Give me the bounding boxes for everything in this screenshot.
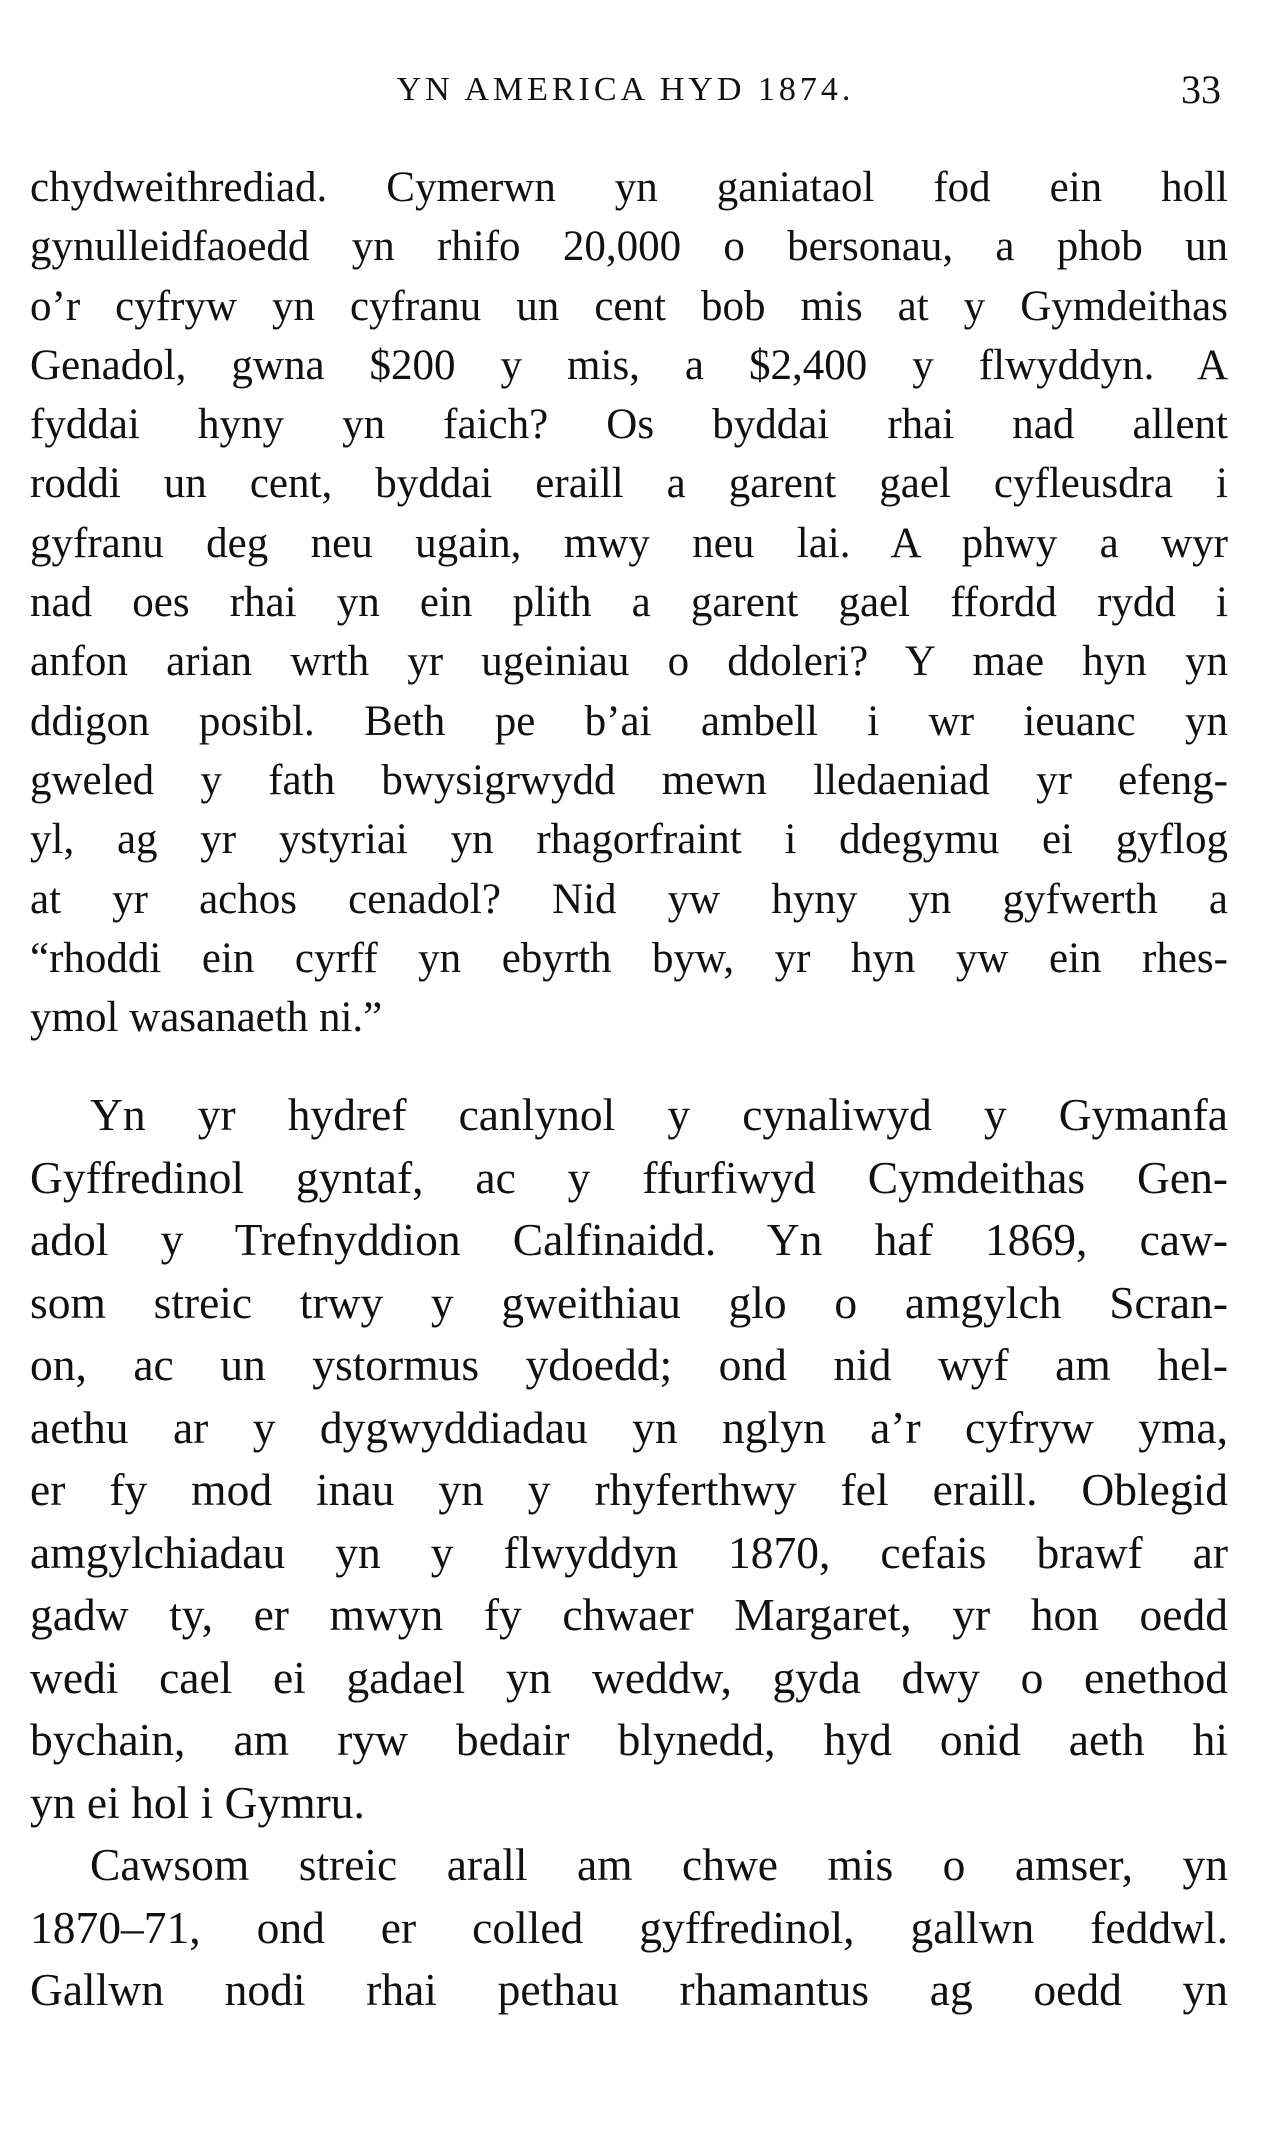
text-line: wedi cael ei gadael yn weddw, gyda dwy o enethod (30, 1651, 1228, 1703)
paragraph-1 (30, 158, 1228, 1047)
text-line: som streic trwy y gweithiau glo o amgylch Scran- (30, 1276, 1228, 1328)
running-title: YN AMERICA HYD 1874. (396, 71, 855, 108)
text-line: fyddai hyny yn faich? Os byddai rhai nad allent (30, 401, 1228, 449)
text-line: yl, ag yr ystyriai yn rhagorfraint i ddegymu ei gyflog (30, 816, 1228, 864)
text-line: on, ac un ystormus ydoedd; ond nid wyf am hel- (30, 1339, 1228, 1390)
text-line: anfon arian wrth yr ugeiniau o ddoleri? Y mae hyn yn (30, 638, 1228, 686)
text-line: gynulleidfaoedd yn rhifo 20,000 o bersonau, a phob un (30, 223, 1228, 271)
running-head (30, 60, 1221, 120)
text-line: ymol wasanaeth ni.” (30, 994, 383, 1042)
text-line: yn ei hol i Gymru. (30, 1776, 365, 1828)
text-line: adol y Trefnyddion Calfinaidd. Yn haf 1869, caw- (30, 1214, 1228, 1265)
text-line: amgylchiadau yn y flwyddyn 1870, cefais brawf ar (30, 1526, 1228, 1578)
text-line: at yr achos cenadol? Nid yw hyny yn gyfwerth a (30, 875, 1228, 923)
text-line: Gallwn nodi rhai pethau rhamantus ag oedd yn (30, 1964, 1228, 2015)
text-line: er fy mod inau yn y rhyferthwy fel eraill. Oblegid (30, 1464, 1228, 1515)
text-line: Yn yr hydref canlynol y cynaliwyd y Gymanfa (90, 1089, 1228, 1140)
text-line: Cawsom streic arall am chwe mis o amser, yn (90, 1839, 1228, 1890)
text-line: ddigon posibl. Beth pe b’ai ambell i wr ieuanc yn (30, 697, 1228, 745)
text-line: chydweithrediad. Cymerwn yn ganiataol fod ein holl (30, 164, 1228, 211)
text-line: gadw ty, er mwyn fy chwaer Margaret, yr hon oedd (30, 1589, 1228, 1640)
paragraph-3 (30, 1834, 1228, 2022)
text-line: “rhoddi ein cyrff yn ebyrth byw, yr hyn yw ein rhes- (30, 934, 1228, 982)
text-line: 1870–71, ond er colled gyffredinol, gallwn feddwl. (30, 1901, 1228, 1953)
text-line: roddi un cent, byddai eraill a garent gael cyfleusdra i (30, 460, 1228, 508)
text-line: aethu ar y dygwyddiadau yn nglyn a’r cyfryw yma, (30, 1401, 1228, 1453)
text-line: nad oes rhai yn ein plith a garent gael ffordd rydd i (30, 579, 1228, 627)
text-line: bychain, am ryw bedair blynedd, hyd onid aeth hi (30, 1714, 1228, 1765)
text-line: Genadol, gwna $200 y mis, a $2,400 y flwyddyn. A (30, 341, 1228, 389)
paragraph-2 (30, 1084, 1228, 1834)
text-line: gweled y fath bwysigrwydd mewn lledaeniad yr efeng- (30, 756, 1228, 804)
text-line: Gyffredinol gyntaf, ac y ffurfiwyd Cymdeithas Gen- (30, 1151, 1228, 1203)
page-number: 33 (1181, 67, 1221, 112)
text-line: o’r cyfryw yn cyfranu un cent bob mis at y Gymdeithas (30, 282, 1228, 330)
text-line: gyfranu deg neu ugain, mwy neu lai. A phwy a wyr (30, 519, 1228, 567)
